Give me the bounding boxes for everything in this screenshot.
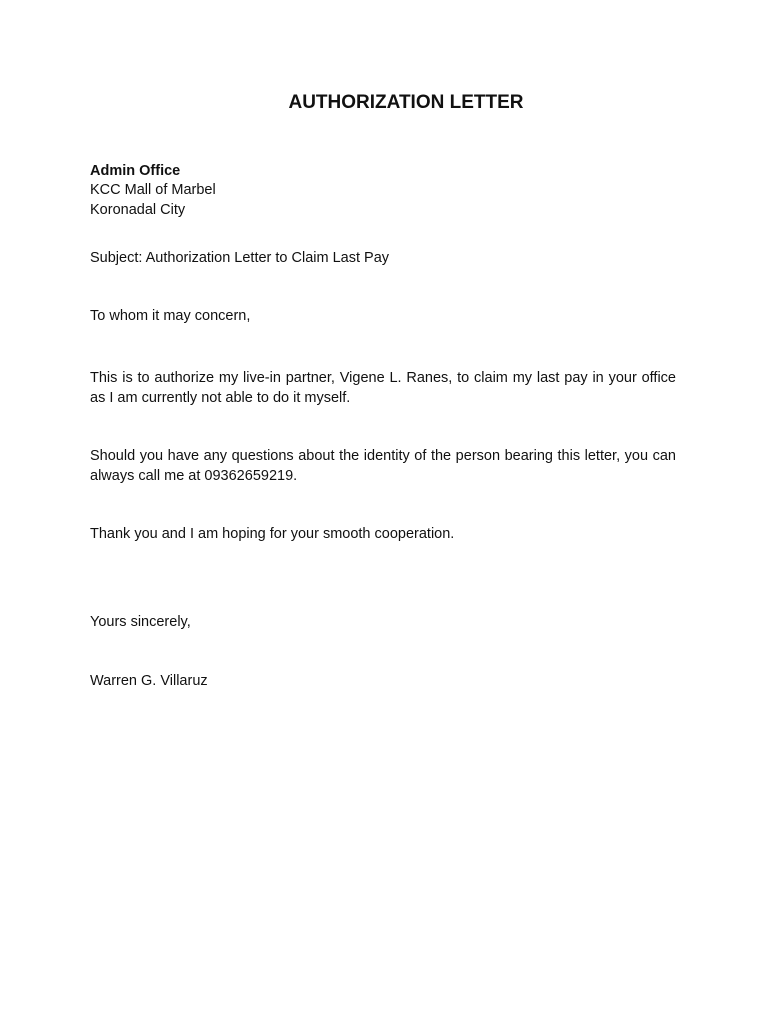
letter-title: AUTHORIZATION LETTER <box>288 92 524 113</box>
salutation: To whom it may concern, <box>90 308 251 324</box>
recipient-address-line1: KCC Mall of Marbel <box>90 182 216 198</box>
recipient-name: Admin Office <box>90 163 181 179</box>
closing: Yours sincerely, <box>90 614 191 630</box>
body-paragraph-contact: Should you have any questions about the identity of the person bearing this letter, you can always call me at 09362659219. <box>90 448 676 484</box>
signer-name: Warren G. Villaruz <box>90 673 208 689</box>
subject-line: Subject: Authorization Letter to Claim Last Pay <box>90 250 390 266</box>
recipient-address-line2: Koronadal City <box>90 202 186 218</box>
body-paragraph-authorization: This is to authorize my live-in partner, Vigene L. Ranes, to claim my last pay in your office as I am currently not able to do it myself. <box>90 370 676 406</box>
body-paragraph-thanks: Thank you and I am hoping for your smooth cooperation. <box>90 526 455 542</box>
